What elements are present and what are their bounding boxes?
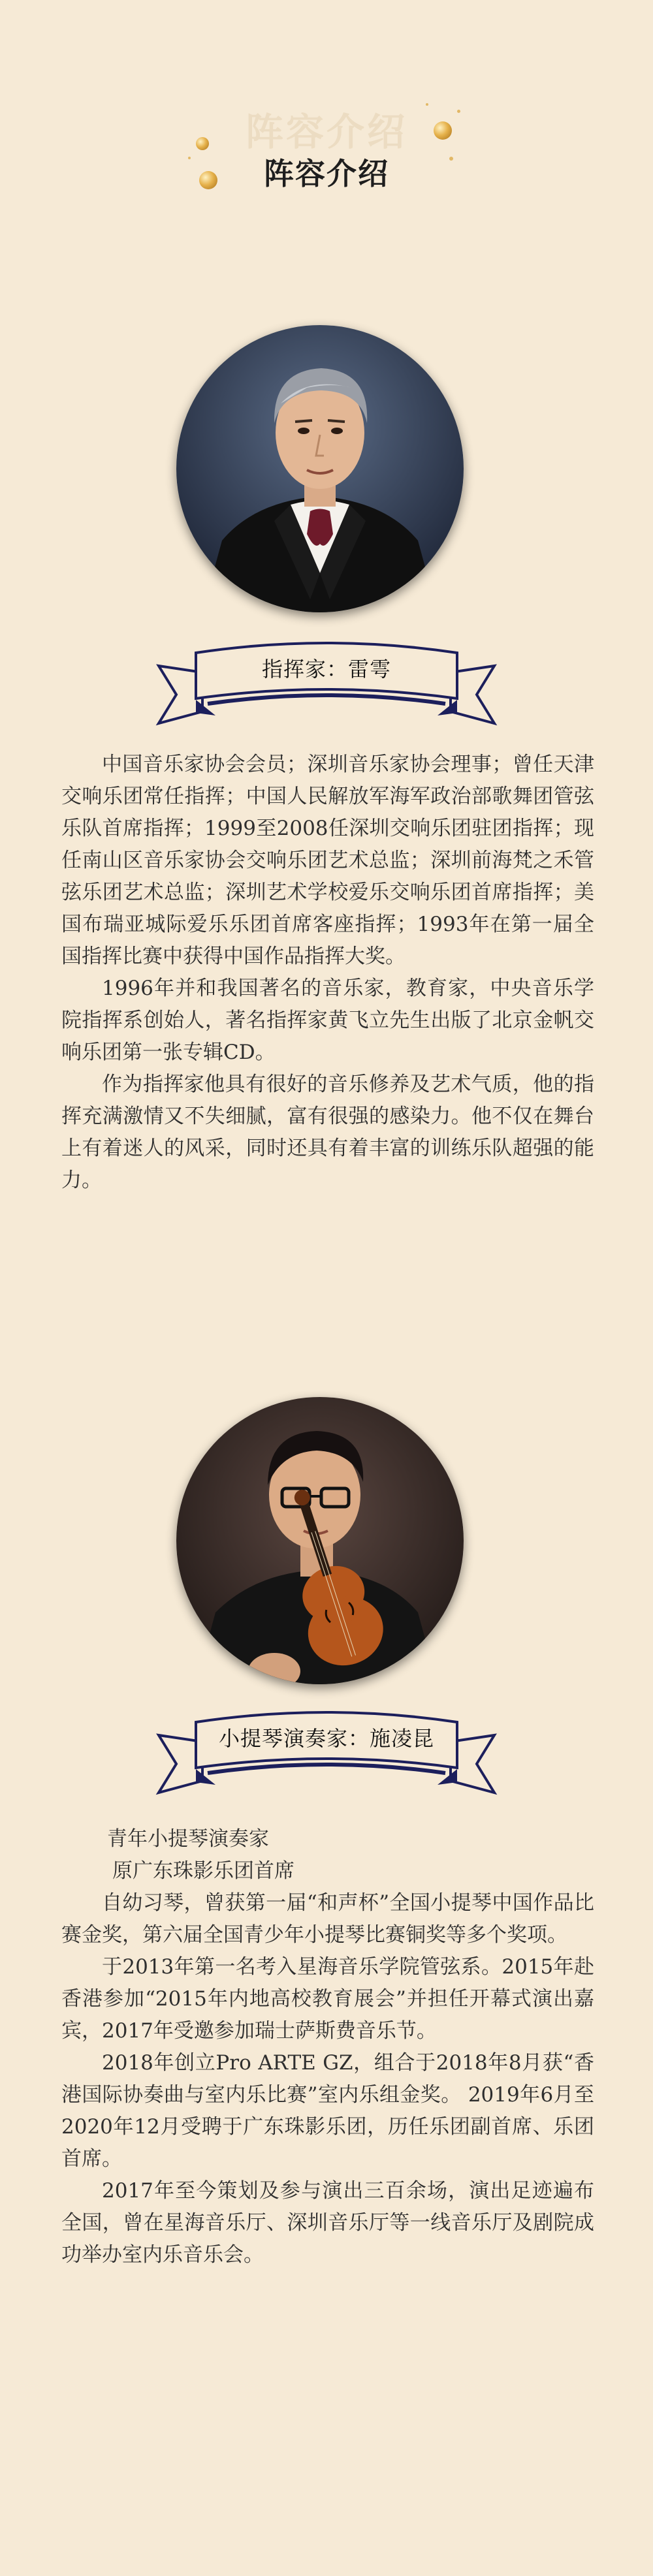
violinist-portrait: [176, 1397, 464, 1684]
bio-paragraph: 中国音乐家协会会员；深圳音乐家协会理事；曾任天津交响乐团常任指挥；中国人民解放军海军政治部歌舞团管弦乐队首席指挥；1999至2008任深圳交响乐团驻团指挥；现任南山区音乐家协会交响乐团艺术总监；深圳前海梵之禾管弦乐团艺术总监；深圳艺术学校爱乐交响乐团首席指挥；美国布瑞亚城际爱乐乐团首席客座指挥；1993年在第一届全国指挥比赛中获得中国作品指挥大奖。: [61, 753, 594, 968]
bio-paragraph: 1996年并和我国著名的音乐家，教育家，中央音乐学院指挥系创始人，著名指挥家黄飞立先生出版了北京金帆交响乐团第一张专辑CD。: [61, 977, 594, 1064]
name-banner: [0, 633, 653, 738]
violinist-name-label: 小提琴演奏家：施凌昆: [218, 1726, 434, 1751]
gold-bead-icon: [199, 171, 217, 189]
conductor-bio: [61, 749, 594, 1197]
bio-paragraph: 2017年至今策划及参与演出三百余场，演出足迹遍布全国，曾在星海音乐厅、深圳音乐厅等一线音乐厅及剧院成功举办室内乐音乐会。: [61, 2179, 594, 2267]
conductor-name-label: 指挥家：雷雩: [261, 657, 391, 682]
bio-tagline: 原广东珠影乐团首席: [112, 1859, 295, 1883]
conductor-portrait: [176, 325, 464, 612]
gold-bead-icon: [196, 137, 209, 150]
bio-tagline: 青年小提琴演奏家: [107, 1827, 269, 1851]
bio-paragraph: 自幼习琴，曾获第一届“和声杯”全国小提琴中国作品比赛金奖，第六届全国青少年小提琴比赛铜奖等多个奖项。: [61, 1891, 594, 1947]
sparkle-icon: [457, 110, 460, 113]
conductor-portrait-icon: [176, 325, 464, 612]
bio-paragraph: 于2013年第一名考入星海音乐学院管弦系。2015年赴香港参加“2015年内地高校教育展会”并担任开幕式演出嘉宾，2017年受邀参加瑞士萨斯费音乐节。: [61, 1955, 594, 2043]
bio-paragraph: 作为指挥家他具有很好的音乐修养及艺术气质，他的指挥充满激情又不失细腻，富有很强的感染力。他不仅在舞台上有着迷人的风采，同时还具有着丰富的训练乐队超强的能力。: [61, 1073, 594, 1192]
header-watermark-title: 阵容介绍: [245, 110, 407, 154]
violinist-bio: [61, 1823, 594, 2271]
sparkle-icon: [426, 103, 428, 106]
section-header: [0, 98, 653, 202]
bio-paragraph: 2018年创立Pro ARTE GZ，组合于2018年8月获“香港国际协奏曲与室内乐比赛”室内乐组金奖。 2019年6月至2020年12月受聘于广东珠影乐团，历任乐团副首席、乐团首席。: [61, 2051, 594, 2171]
page-title: 阵容介绍: [264, 156, 389, 191]
gold-bead-icon: [434, 121, 452, 140]
violinist-portrait-icon: [176, 1397, 464, 1684]
sparkle-icon: [188, 157, 191, 159]
name-banner: [0, 1703, 653, 1807]
sparkle-icon: [449, 157, 453, 161]
